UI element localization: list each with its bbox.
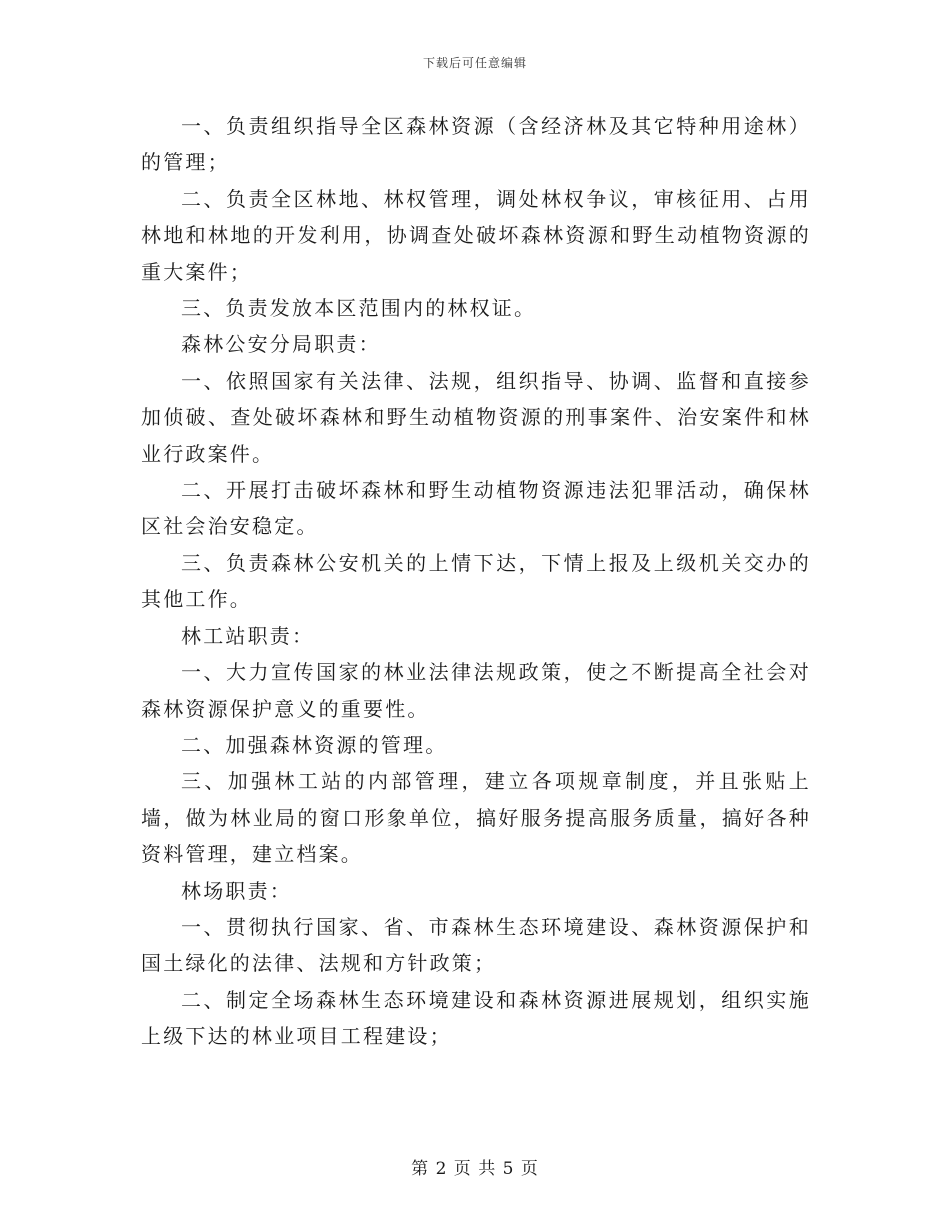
paragraph: 一、负责组织指导全区森林资源（含经济林及其它特种用途林）的管理； xyxy=(141,114,811,175)
document-body xyxy=(141,108,811,1055)
paragraph: 二、开展打击破坏森林和野生动植物资源违法犯罪活动，确保林区社会治安稳定。 xyxy=(141,478,811,539)
section-heading: 林工站职责： xyxy=(181,623,315,648)
paragraph: 三、加强林工站的内部管理，建立各项规章制度，并且张贴上墙，做为林业局的窗口形象单位，搞好服务提高服务质量，搞好各种资料管理，建立档案。 xyxy=(141,769,811,867)
section-heading: 林场职责： xyxy=(181,878,292,903)
section-heading: 森林公安分局职责： xyxy=(181,332,381,357)
page-header-note: 下载后可任意编辑 xyxy=(422,56,527,70)
paragraph: 一、大力宣传国家的林业法律法规政策，使之不断提高全社会对森林资源保护意义的重要性。 xyxy=(141,660,811,721)
paragraph: 三、负责发放本区范围内的林权证。 xyxy=(181,296,537,321)
page-number: 第 2 页 共 5 页 xyxy=(411,1159,539,1179)
paragraph: 一、依照国家有关法律、法规，组织指导、协调、监督和直接参加侦破、查处破坏森林和野生动植物资源的刑事案件、治安案件和林业行政案件。 xyxy=(141,368,811,466)
paragraph: 三、负责森林公安机关的上情下达，下情上报及上级机关交办的其他工作。 xyxy=(141,550,811,612)
paragraph: 二、制定全场森林生态环境建设和森林资源进展规划，组织实施上级下达的林业项目工程建设； xyxy=(141,987,811,1049)
paragraph: 一、贯彻执行国家、省、市森林生态环境建设、森林资源保护和国土绿化的法律、法规和方针政策； xyxy=(141,914,811,976)
paragraph: 二、负责全区林地、林权管理，调处林权争议，审核征用、占用林地和林地的开发利用，协调查处破坏森林资源和野生动植物资源的重大案件； xyxy=(141,186,811,284)
paragraph: 二、加强森林资源的管理。 xyxy=(181,732,448,757)
